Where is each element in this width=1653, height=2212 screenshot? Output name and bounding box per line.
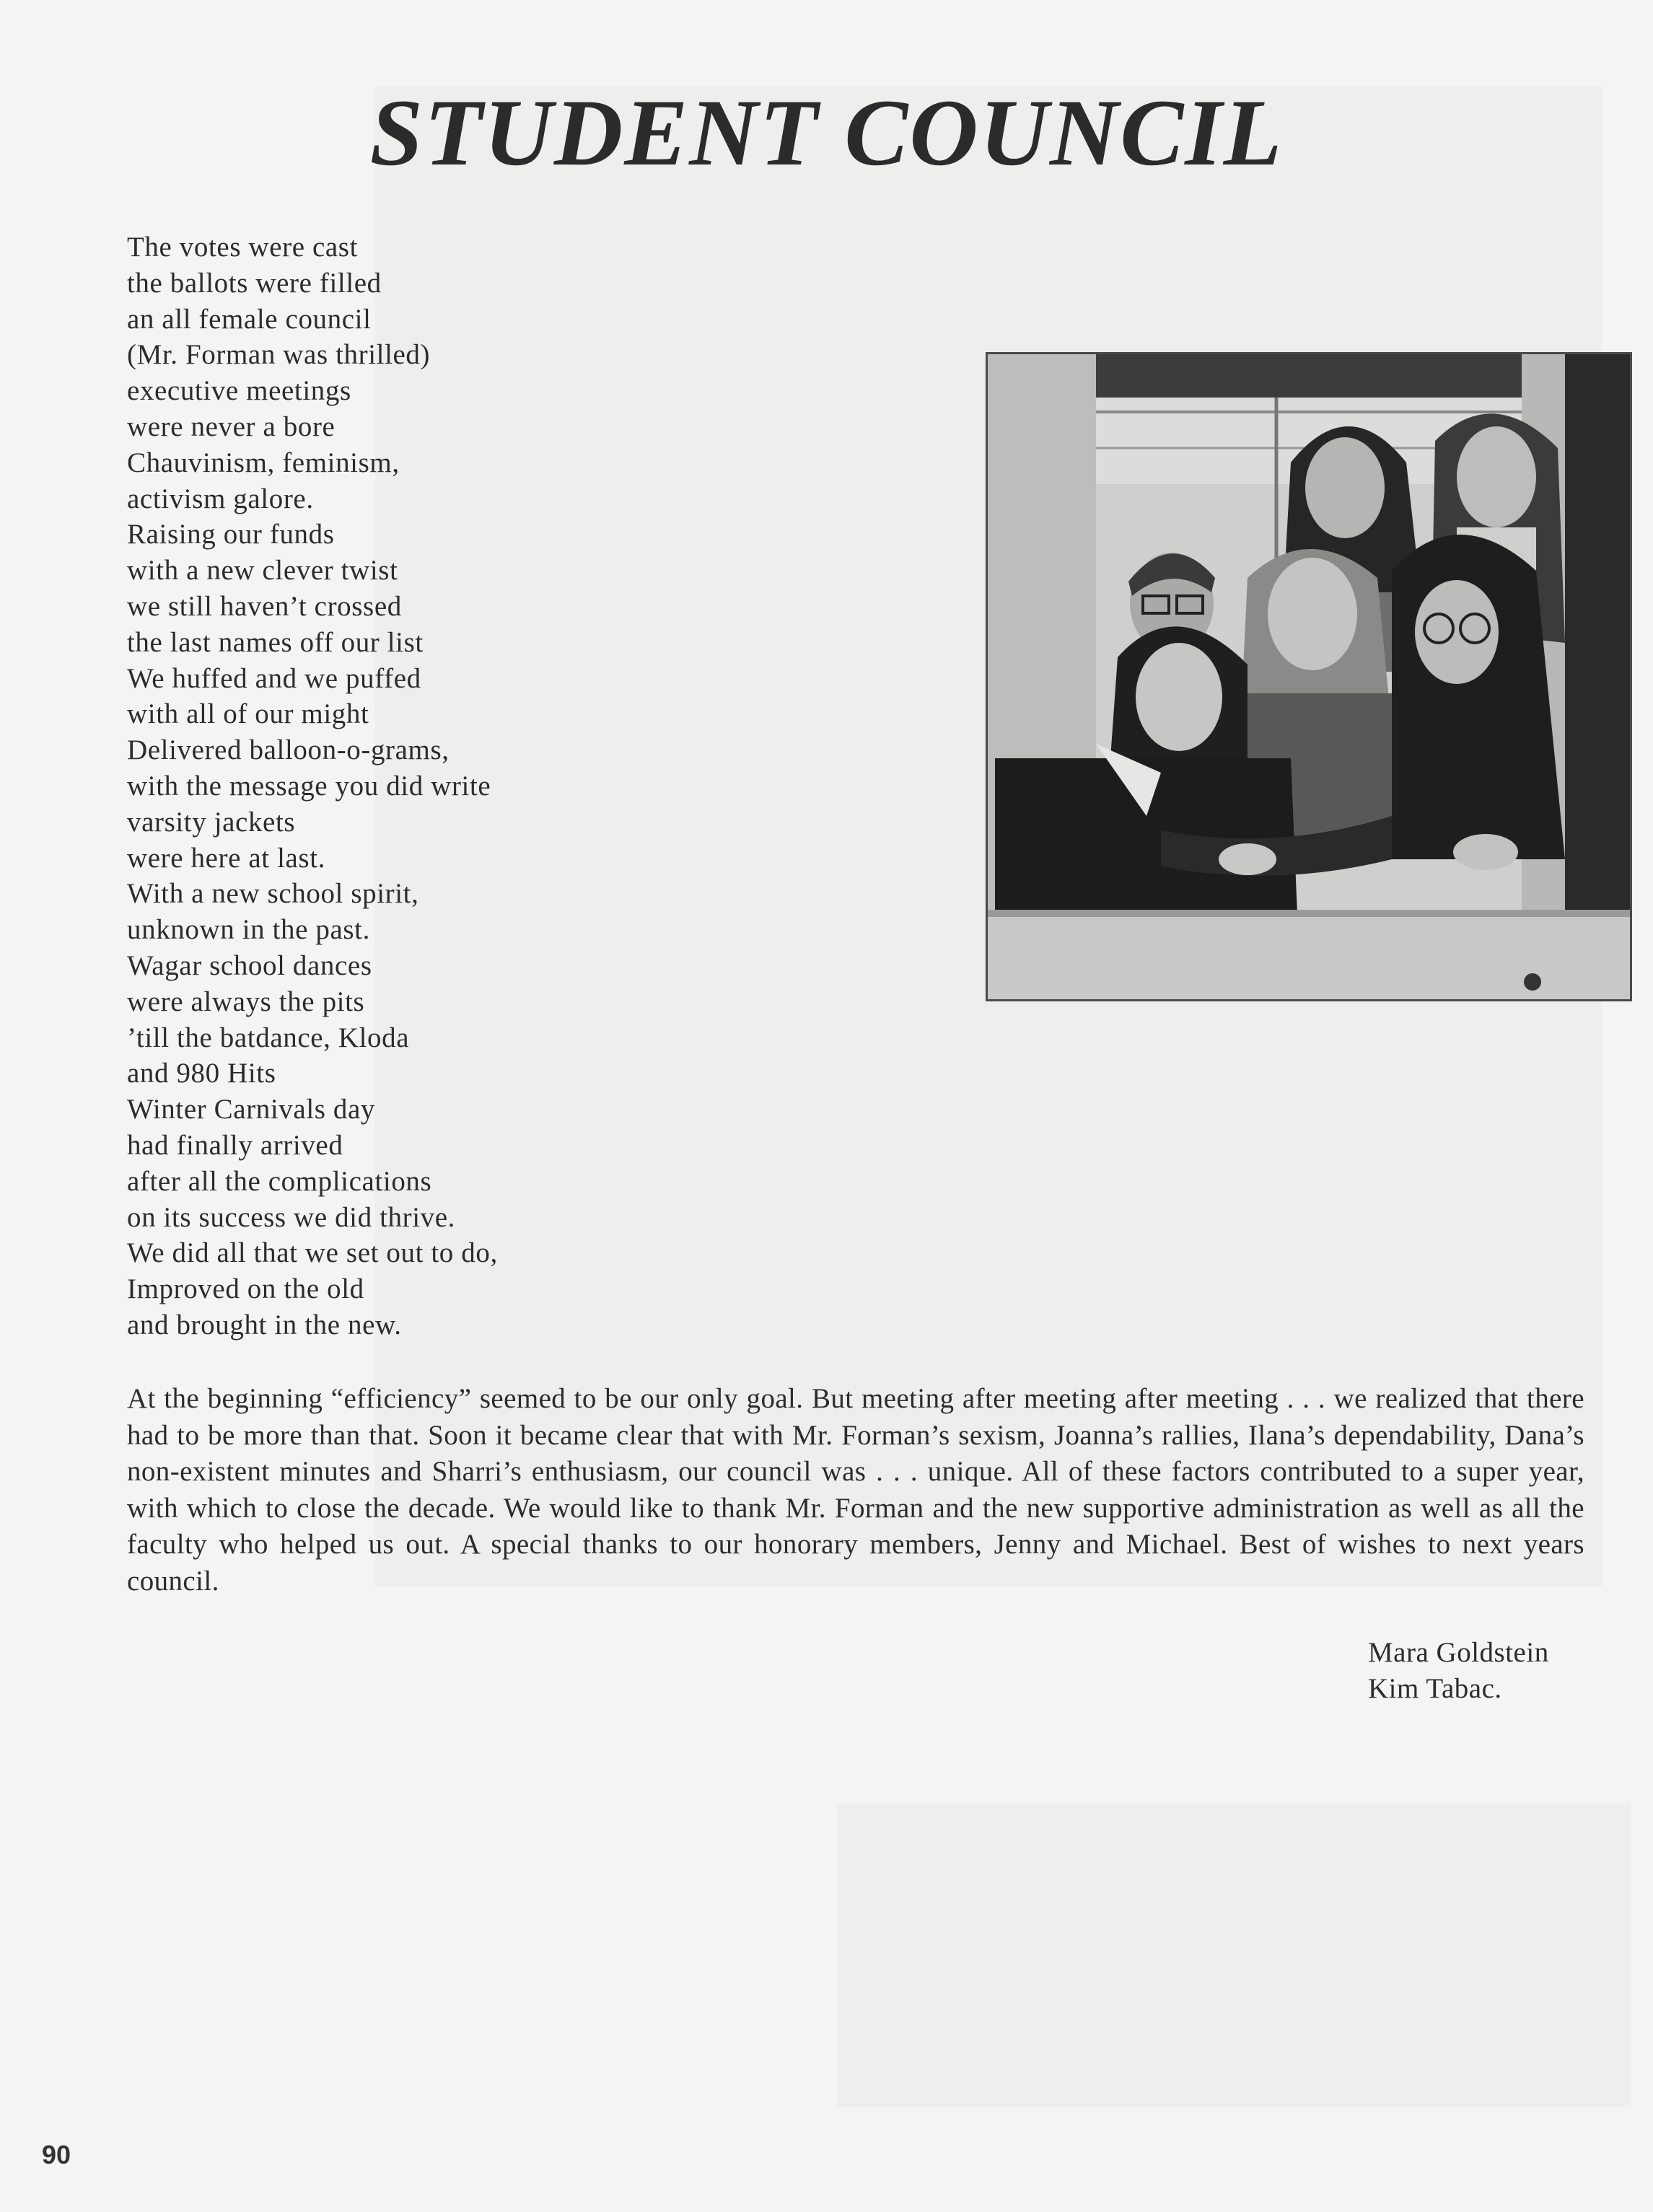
poem-line: executive meetings [127, 375, 351, 407]
poem-line: The votes were cast [127, 232, 359, 263]
body-paragraph: At the beginning “efficiency” seemed to be our only goal. But meeting after meeting after meeting . . . we realized that there had to be more than that. Soon it became clear that with Mr. Forman’s sexism, Joanna’s rallies, Ilana’s dependability, Dana’s non-existent minutes and Sharri’s enthusiasm, our council was . . . unique. All of these factors contributed to a super year, with which to close the decade. We would like to thank Mr. Forman and the new supportive administration as well as all the faculty who helped us out. A special thanks to our honorary members, Jenny and Michael. Best of wishes to next years council. [127, 1383, 1584, 1597]
signature-name: Kim Tabac. [1368, 1673, 1502, 1704]
group-photo [986, 352, 1632, 1001]
poem-line: after all the complications [127, 1165, 432, 1197]
poem-line: were here at last. [127, 842, 325, 874]
poem-line: we still haven’t crossed [127, 590, 402, 622]
poem-line: Chauvinism, feminism, [127, 447, 400, 478]
signature-block [1368, 1635, 1549, 1707]
poem-line: with the message you did write [127, 770, 491, 802]
poem-line: Raising our funds [127, 519, 335, 550]
signature-name: Mara Goldstein [1368, 1637, 1549, 1668]
poem-line: with a new clever twist [127, 555, 398, 587]
poem-line: had finally arrived [127, 1129, 343, 1161]
poem-line: were always the pits [127, 986, 365, 1017]
poem-line: activism galore. [127, 483, 314, 514]
poem-line: on its success we did thrive. [127, 1201, 455, 1233]
page-number: 90 [42, 2140, 71, 2169]
counter-knob [1524, 973, 1541, 991]
poem-line: We huffed and we puffed [127, 662, 421, 694]
poem-line: With a new school spirit, [127, 878, 419, 910]
poem-line: (Mr. Forman was thrilled) [127, 339, 431, 371]
poem-line: and 980 Hits [127, 1058, 276, 1089]
poem-line: the last names off our list [127, 626, 424, 658]
poem-line: with all of our might [127, 698, 369, 730]
poem-line: ’till the batdance, Kloda [127, 1022, 410, 1053]
poem-line: an all female council [127, 303, 372, 335]
poem-line: Winter Carnivals day [127, 1094, 375, 1125]
group-photo-illustration [988, 354, 1630, 999]
right-door-frame [1558, 354, 1630, 999]
poem-line: Improved on the old [127, 1273, 364, 1305]
poem-line: were never a bore [127, 411, 336, 442]
page-title: STUDENT COUNCIL [369, 79, 1284, 185]
poem-line: the ballots were filled [127, 267, 382, 299]
poem-line: Delivered balloon-o-grams, [127, 734, 450, 766]
poem-line: varsity jackets [127, 806, 296, 838]
poem-line: Wagar school dances [127, 949, 372, 981]
poem-line: and brought in the new. [127, 1309, 402, 1340]
poem-line: We did all that we set out to do, [127, 1237, 498, 1269]
poem-line: unknown in the past. [127, 914, 370, 946]
background-ghost-bottom [837, 1804, 1631, 2107]
poem [127, 229, 632, 1343]
